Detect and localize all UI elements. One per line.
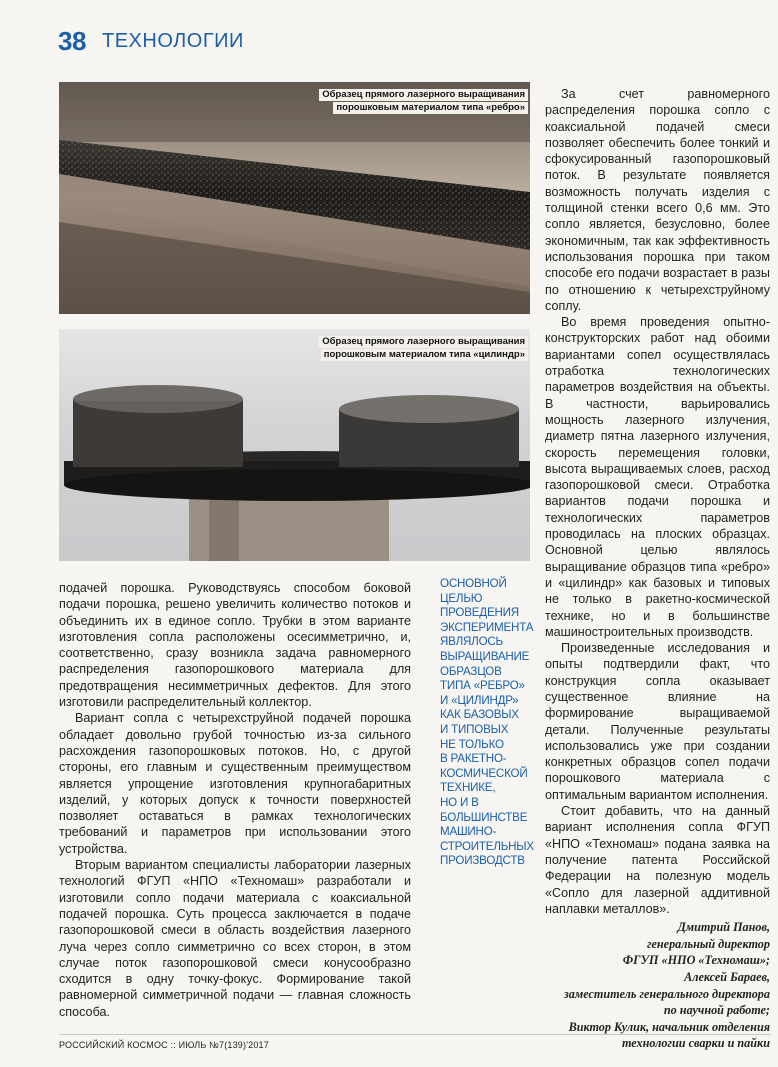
rib-sample-image <box>59 82 530 314</box>
pull-quote-line: СТРОИТЕЛЬНЫХ <box>440 839 534 853</box>
signature-line: заместитель генерального директора <box>564 986 770 1001</box>
paragraph: Вторым вариантом специалисты лаборатории лазерных технологий ФГУП «НПО «Техномаш» разработали и изготовили сопло подачи материала с коаксиальной подачей порошка. Суть процесса заключается в подаче газопорошковой смеси в область воздействия лазерного луча через сопло симметрично со всех сторон, в этом случае поток газопорошковой смеси конусообразно сходится в одну точку-фокус. Формирование такой равномерной симметричной подачи — главная сложность способа. <box>59 858 411 1019</box>
photo-rib-sample <box>59 82 530 314</box>
pull-quote-line: ПРОИЗВОДСТВ <box>440 854 525 868</box>
page-number: 38 <box>58 26 86 56</box>
paragraph: подачей порошка. Руководствуясь способом боковой подачи порошка, решено увеличить количество потоков и объединить их в единое сопло. Трубки в этом варианте изготовления сопла расположены осесимметрично, и, соответственно, сразу возникла задача равномерного распределения газопорошкового материала для предотвращения несимметричных дефектов. Для этого изготовили распределительный коллектор. <box>59 581 411 710</box>
caption-line: порошковым материалом типа «ребро» <box>333 102 528 114</box>
paragraph: Во время проведения опытно-конструкторских работ над обоими вариантами сопел осуществлялась отработка технологических параметров воздействия на объекты. В частности, варьировались мощность лазерного излучения, диаметр пятна лазерного излучения, скорость перемещения головки, высота выращиваемых слоев, расход газопорошковой смеси. Отработка вариантов подачи порошка и технологических параметров проводилась на плоских образцах. Основной целью являлось выращивание образцов типа «ребро» и «цилиндр» как базовых и типовых не только в ракетно-космической технике, но и в большинстве машиностроительных производств. <box>545 315 770 639</box>
pull-quote-line: КАК БАЗОВЫХ <box>440 708 519 722</box>
footer-rule <box>59 1034 771 1035</box>
cylinder-sample-image <box>59 329 530 561</box>
pull-quote-line: И «ЦИЛИНДР» <box>440 693 519 707</box>
photo-cylinder-caption <box>319 336 528 362</box>
pull-quote-line: НЕ ТОЛЬКО <box>440 737 504 751</box>
pull-quote-line: ОСНОВНОЙ <box>440 577 507 590</box>
pull-quote-line: ПРОВЕДЕНИЯ <box>440 606 519 620</box>
paragraph: Произведенные исследования и опыты подтвердили факт, что конструкция сопла оказывает существенное влияние на формирование выращиваемой детали. Полученные результаты использовались уже при создании конкретных образцов сопел подачи порошкового материала с оптимальным вариантом исполнения. <box>545 641 770 802</box>
pull-quote-line: В РАКЕТНО- <box>440 752 507 766</box>
caption-line: Образец прямого лазерного выращивания <box>319 89 528 101</box>
pull-quote-line: НО И В <box>440 795 479 809</box>
pull-quote-line: ОБРАЗЦОВ <box>440 664 502 678</box>
pull-quote <box>440 577 534 869</box>
section-title: ТЕХНОЛОГИИ <box>102 30 244 52</box>
caption-line: порошковым материалом типа «цилиндр» <box>321 349 528 361</box>
paragraph: За счет равномерного распределения порошка сопло с коаксиальной подачей смеси позволяет обеспечить более тонкий и сфокусированный газопорошковый поток. В результате появляется возможность получать изделия с толщиной стенки всего 0,6 мм. Это сопло является, безусловно, более экономичным, так как эффективность использования порошка при таком способе его подачи возрастает в разы по отношению к четырехструйному соплу. <box>545 87 770 313</box>
right-column <box>545 86 770 1052</box>
left-column <box>59 580 411 1020</box>
pull-quote-line: БОЛЬШИНСТВЕ <box>440 810 528 824</box>
signature-line: ФГУП «НПО «Техномаш»; <box>622 953 770 968</box>
caption-line: Образец прямого лазерного выращивания <box>319 336 528 348</box>
pull-quote-line: ЭКСПЕРИМЕНТА <box>440 620 534 634</box>
pull-quote-line: МАШИНО- <box>440 825 497 839</box>
signature-line: Виктор Кулик, начальник отделения <box>568 1019 770 1034</box>
pull-quote-line: ЯВЛЯЛОСЬ <box>440 635 503 649</box>
page-footer: РОССИЙСКИЙ КОСМОС :: ИЮЛЬ №7(139)'2017 <box>59 1040 269 1050</box>
signature-line: Алексей Бараев, <box>684 969 770 984</box>
signature-line: генеральный директор <box>647 936 770 951</box>
pull-quote-line: ВЫРАЩИВАНИЕ <box>440 649 530 663</box>
photo-rib-caption <box>319 89 528 115</box>
pull-quote-line: И ТИПОВЫХ <box>440 722 509 736</box>
signature-line: по научной работе; <box>663 1003 770 1018</box>
pull-quote-line: ТЕХНИКЕ, <box>440 781 496 795</box>
paragraph: Вариант сопла с четырехструйной подачей порошка обладает довольно грубой точностью из-за сильного расхождения газопорошковых потоков. Но, с другой стороны, его главным и существенным преимуществом является упрощение изготовления крупногабаритных изделий, у которых допуск к точности поверхностей позволяет оставаться в рамках технологических требований и параметров при использовании этого устройства. <box>59 711 411 856</box>
pull-quote-line: ТИПА «РЕБРО» <box>440 679 525 693</box>
pull-quote-line: ЦЕЛЬЮ <box>440 591 483 605</box>
pull-quote-line: КОСМИЧЕСКОЙ <box>440 766 528 780</box>
author-signature <box>545 919 770 1052</box>
paragraph: Стоит добавить, что на данный вариант исполнения сопла ФГУП «НПО «Техномаш» подана заявка на получение патента Российской Федерации на полезную модель «Сопло для лазерной аддитивной наплавки металлов». <box>545 804 770 916</box>
signature-line: технологии сварки и пайки <box>621 1036 770 1051</box>
photo-cylinder-sample <box>59 329 530 561</box>
signature-line: Дмитрий Панов, <box>677 920 770 935</box>
